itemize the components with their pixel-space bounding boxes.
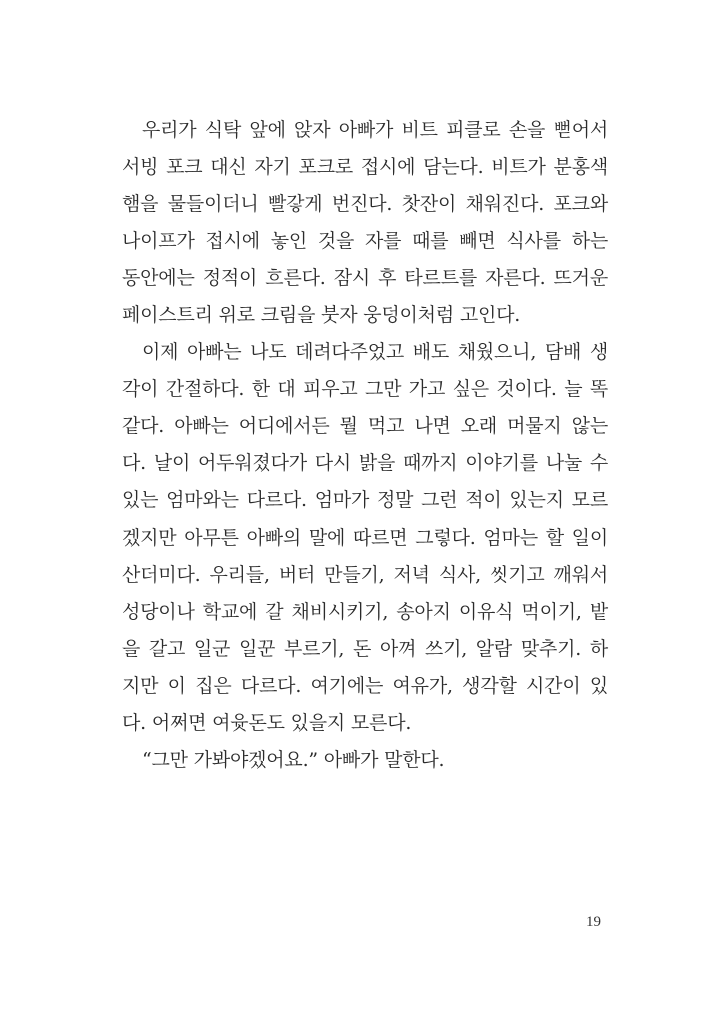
text-line: 동안에는 정적이 흐른다. 잠시 후 타르트를 자른다. 뜨거운 (122, 267, 608, 290)
text-line: 있는 엄마와는 다르다. 엄마가 정말 그런 적이 있는지 모르 (122, 489, 608, 512)
text-line: 같다. 아빠는 어디에서든 뭘 먹고 나면 오래 머물지 않는 (122, 415, 608, 438)
text-line: 나이프가 접시에 놓인 것을 자를 때를 빼면 식사를 하는 (122, 230, 608, 253)
page-number: 19 (586, 914, 601, 930)
text-line: 페이스트리 위로 크림을 붓자 웅덩이처럼 고인다. (122, 304, 521, 327)
text-line: 서빙 포크 대신 자기 포크로 접시에 담는다. 비트가 분홍색 (122, 156, 608, 179)
text-line: 을 갈고 일군 일꾼 부르기, 돈 아껴 쓰기, 알람 맞추기. 하 (122, 637, 608, 660)
text-line: 이제 아빠는 나도 데려다주었고 배도 채웠으니, 담배 생 (142, 341, 608, 364)
text-line: 햄을 물들이더니 빨갛게 번진다. 찻잔이 채워진다. 포크와 (122, 193, 608, 216)
text-line: 지만 이 집은 다르다. 여기에는 여유가, 생각할 시간이 있 (122, 674, 608, 697)
text-line: 다. 어쩌면 여윳돈도 있을지 모른다. (122, 711, 412, 734)
text-line: 성당이나 학교에 갈 채비시키기, 송아지 이유식 먹이기, 밭 (122, 600, 608, 623)
text-line: 다. 날이 어두워졌다가 다시 밝을 때까지 이야기를 나눌 수 (122, 452, 608, 475)
text-line: 겠지만 아무튼 아빠의 말에 따르면 그렇다. 엄마는 할 일이 (122, 526, 608, 549)
text-line: 우리가 식탁 앞에 앉자 아빠가 비트 피클로 손을 뻗어서 (142, 119, 608, 141)
text-line: 산더미다. 우리들, 버터 만들기, 저녁 식사, 씻기고 깨워서 (122, 563, 608, 586)
body-text (122, 112, 608, 779)
text-line: 각이 간절하다. 한 대 피우고 그만 가고 싶은 것이다. 늘 똑 (122, 378, 608, 401)
dialogue-line: “그만 가봐야겠어요.” 아빠가 말한다. (142, 748, 445, 771)
